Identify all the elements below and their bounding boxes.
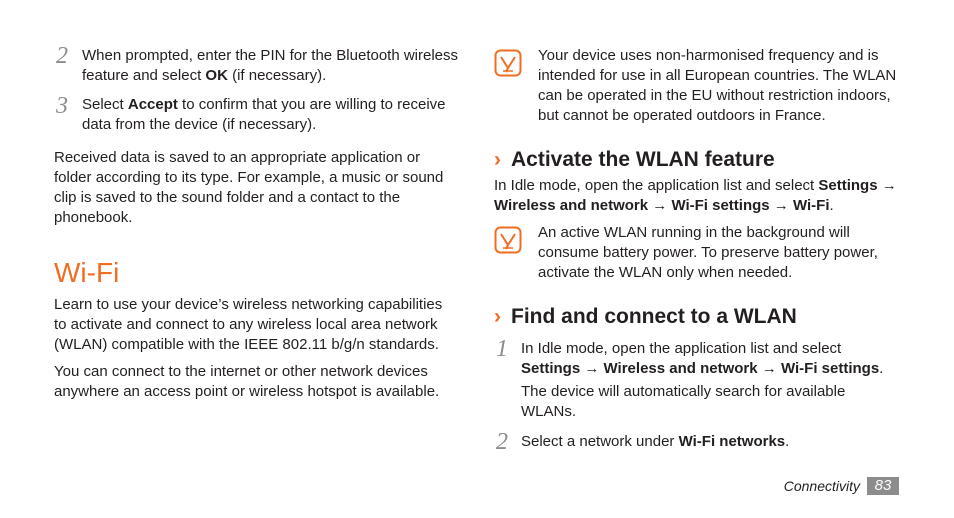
- note-eu-frequency: Your device uses non-harmonised frequency and is intended for use in all European countries. The WLAN can be operated in the EU without restriction indoors, but cannot be operated outdoors in France.: [538, 47, 897, 124]
- step-number: 2: [496, 429, 508, 455]
- step-text: In Idle mode, open the application list and select Settings → Wireless and network → Wi-Fi settings.: [521, 340, 884, 377]
- note-pencil-icon: [494, 49, 522, 77]
- step-text: Select a network under Wi-Fi networks.: [521, 433, 790, 450]
- note-battery: An active WLAN running in the background will consume battery power. To preserve battery power, activate the WLAN only when needed.: [538, 224, 878, 281]
- wifi-intro-paragraph: Learn to use your device’s wireless networking capabilities to activate and connect to any wireless local area network (WLAN) compatible with the IEEE 802.11 b/g/n standards.: [54, 296, 443, 353]
- section-title-find-wlan: › Find and connect to a WLAN: [494, 305, 797, 328]
- chevron-right-icon: ›: [494, 148, 501, 171]
- page-number: 83: [867, 477, 899, 495]
- activate-instructions: In Idle mode, open the application list and select Settings → Wireless and network → Wi-Fi settings → Wi-Fi.: [494, 177, 897, 214]
- note-pencil-icon: [494, 226, 522, 254]
- received-data-paragraph: Received data is saved to an appropriate application or folder according to its type. For example, a music or sound clip is saved to the sound folder and a contact to the phonebook.: [54, 149, 444, 226]
- footer-section-label: Connectivity: [783, 478, 860, 494]
- step-number: 3: [56, 93, 68, 119]
- section-title-wifi: Wi-Fi: [54, 257, 120, 288]
- section-title-activate-wlan: › Activate the WLAN feature: [494, 148, 775, 171]
- step-number: 1: [496, 336, 508, 362]
- step-subtext: The device will automatically search for available WLANs.: [521, 383, 846, 420]
- step-number: 2: [56, 43, 68, 69]
- wifi-connect-paragraph: You can connect to the internet or other network devices anywhere an access point or wireless hotspot is available.: [54, 363, 440, 400]
- step-text: Select Accept to confirm that you are willing to receive data from the device (if necessary).: [82, 96, 446, 133]
- chevron-right-icon: ›: [494, 305, 501, 328]
- step-text: When prompted, enter the PIN for the Bluetooth wireless feature and select OK (if necessary).: [82, 47, 459, 84]
